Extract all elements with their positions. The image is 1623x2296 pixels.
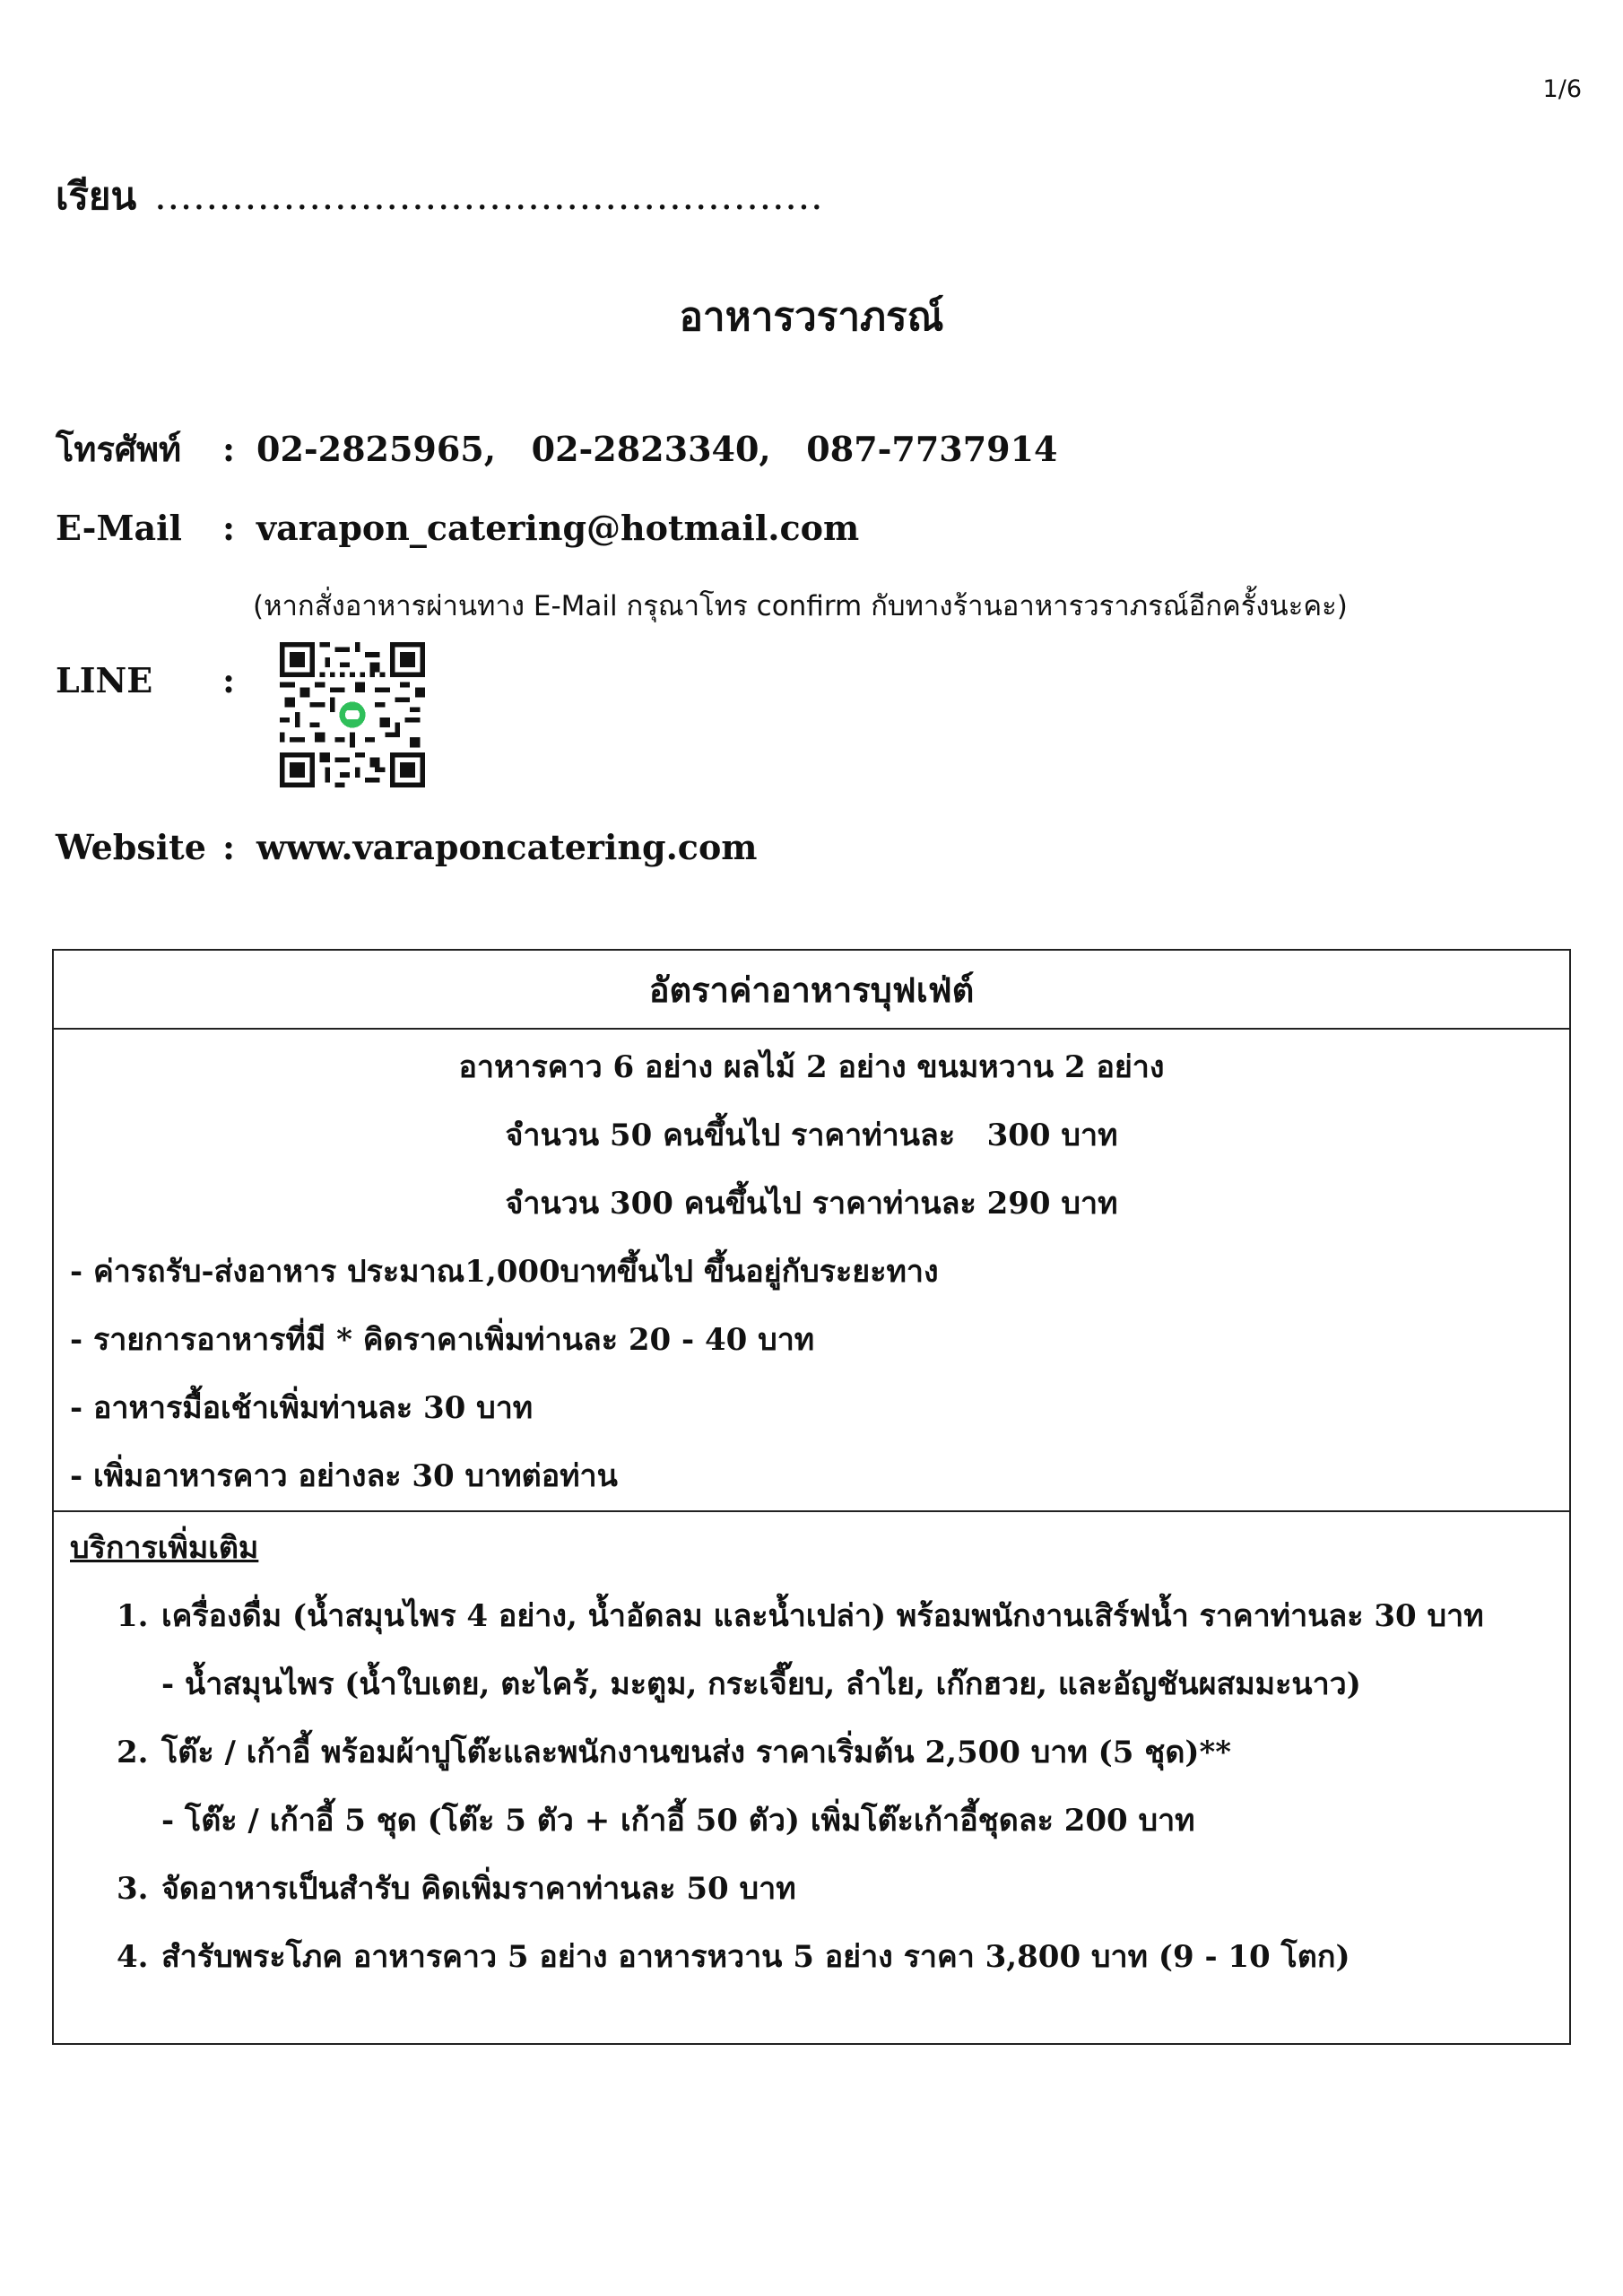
recipient-line: [56, 167, 823, 226]
service-number: 2.: [117, 1735, 149, 1770]
note-extra-savory: - เพิ่มอาหารคาว อย่างละ 30 บาทต่อท่าน: [70, 1458, 618, 1494]
buffet-rate-details: [54, 1030, 1569, 1512]
note-starred-items: - รายการอาหารที่มี * คิดราคาเพิ่มท่านละ 20 - 40 บาท: [70, 1322, 815, 1358]
service-text: สำรับพระโภค อาหารคาว 5 อย่าง อาหารหวาน 5 อย่าง ราคา 3,800 บาท (9 - 10 โตก): [161, 1939, 1350, 1975]
email-row: [56, 508, 859, 548]
service-text: โต๊ะ / เก้าอี้ พร้อมผ้าปูโต๊ะและพนักงานขนส่ง ราคาเริ่มต้น 2,500 บาท (5 ชุด)**: [161, 1735, 1232, 1770]
price-300-people: จำนวน 300 คนขึ้นไป ราคาท่านละ 290 บาท: [505, 1186, 1118, 1222]
email-note: (หากสั่งอาหารผ่านทาง E-Mail กรุณาโทร confirm กับทางร้านอาหารวราภรณ์อีกครั้งนะคะ): [253, 590, 1348, 622]
service-number: 3.: [117, 1871, 149, 1907]
phone-label: โทรศัพท์: [56, 429, 182, 469]
note-breakfast: - อาหารมื้อเช้าเพิ่มท่านละ 30 บาท: [70, 1390, 534, 1426]
phone-value: 02-2825965, 02-2823340, 087-7737914: [256, 429, 1058, 469]
phone-colon: :: [222, 429, 236, 469]
service-item: [117, 1727, 1231, 1776]
shop-name: อาหารวราภรณ์: [679, 294, 944, 340]
email-value[interactable]: varapon_catering@hotmail.com: [256, 508, 860, 548]
additional-services-title: บริการเพิ่มเติม: [70, 1530, 259, 1566]
line-label: LINE: [56, 660, 153, 700]
phone-row: [56, 422, 1057, 476]
website-value[interactable]: www.varaponcatering.com: [256, 827, 758, 867]
service-number: 4.: [117, 1939, 149, 1975]
line-colon: :: [222, 660, 236, 700]
service-sub-herbal-drinks: - น้ำสมุนไพร (น้ำใบเตย, ตะไคร้, มะตูม, กระเจี๊ยบ, ลำไย, เก๊กฮวย, และอัญชันผสมมะนาว): [161, 1666, 1361, 1702]
service-number: 1.: [117, 1598, 149, 1634]
service-text: เครื่องดื่ม (น้ำสมุนไพร 4 อย่าง, น้ำอัดลม และน้ำเปล่า) พร้อมพนักงานเสิร์ฟน้ำ ราคาท่านละ 30 บาท: [161, 1598, 1484, 1634]
line-qr-code-icon: [280, 642, 425, 787]
service-text: จัดอาหารเป็นสำรับ คิดเพิ่มราคาท่านละ 50 บาท: [161, 1871, 796, 1907]
price-50-people: จำนวน 50 คนขึ้นไป ราคาท่านละ 300 บาท: [505, 1118, 1118, 1153]
menu-composition: อาหารคาว 6 อย่าง ผลไม้ 2 อย่าง ขนมหวาน 2 อย่าง: [458, 1049, 1165, 1085]
website-colon: :: [222, 827, 236, 867]
additional-services: [54, 1512, 1569, 2047]
page-number: 1/6: [1542, 75, 1582, 103]
email-label: E-Mail: [56, 508, 182, 548]
service-item: [117, 1591, 1484, 1639]
website-row: [56, 827, 758, 867]
email-colon: :: [222, 508, 236, 548]
service-sub-tables-chairs: - โต๊ะ / เก้าอี้ 5 ชุด (โต๊ะ 5 ตัว + เก้าอี้ 50 ตัว) เพิ่มโต๊ะเก้าอี้ชุดละ 200 บาท: [161, 1803, 1195, 1839]
service-item: [117, 1864, 796, 1912]
buffet-rate-table: [52, 949, 1571, 2045]
website-label: Website: [56, 827, 206, 867]
note-delivery-fee: - ค่ารถรับ-ส่งอาหาร ประมาณ1,000บาทขึ้นไป ขึ้นอยู่กับระยะทาง: [70, 1254, 939, 1290]
buffet-rate-title: อัตราค่าอาหารบุฟเฟ่ต์: [54, 951, 1569, 1030]
recipient-dots: ....................................................: [154, 174, 824, 218]
service-item: [117, 1932, 1350, 1980]
line-row: [56, 660, 256, 700]
recipient-label: เรียน: [56, 174, 137, 218]
